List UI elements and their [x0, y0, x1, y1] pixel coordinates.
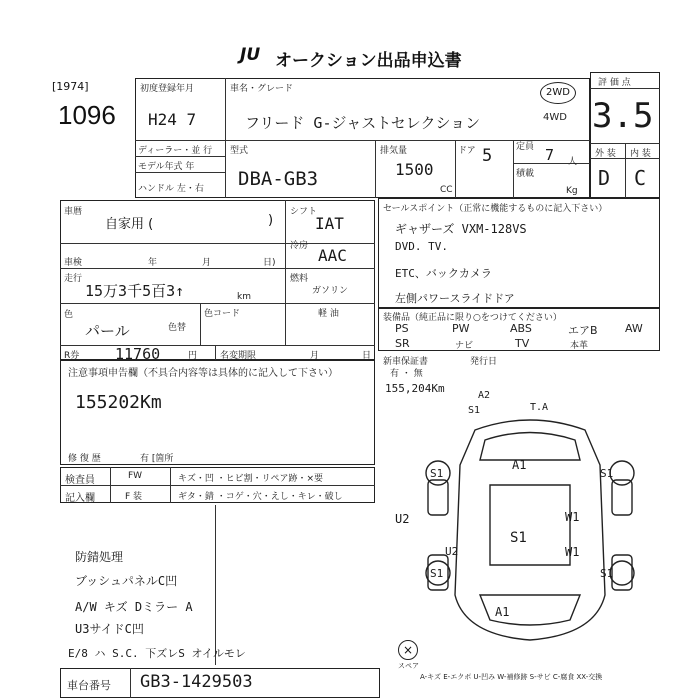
note-line-1: 防錆処理: [75, 550, 124, 564]
ref-code: [1974]: [52, 80, 89, 93]
equip-aw: AW: [625, 322, 643, 335]
mark-a1-top: A1: [512, 458, 527, 472]
r-label: R券: [64, 351, 80, 361]
mark-s1-fl: S1: [430, 467, 444, 480]
displacement-unit: CC: [440, 185, 453, 195]
drive-2wd-label: 2WD: [546, 87, 570, 98]
car-diagram: [400, 395, 660, 655]
logo: [240, 45, 260, 65]
mileage-unit: km: [237, 292, 251, 302]
equip-tv: TV: [515, 337, 530, 350]
doors-label: ドア: [458, 146, 476, 156]
inspection-year: 年: [148, 258, 158, 268]
equip-leather: 本革: [570, 341, 589, 351]
color-change-label: 色替: [168, 323, 187, 333]
r-unit: 円: [188, 351, 198, 361]
usage-label: 車暦: [64, 207, 83, 217]
sales-line-4: 左側パワースライドドア: [395, 292, 515, 305]
equip-ps: PS: [395, 322, 409, 335]
equip-airbag: エアB: [568, 324, 598, 337]
interior-value: C: [634, 166, 647, 190]
mileage-value: 15万3千5百3↑: [85, 282, 185, 300]
rating-score: 3.5: [592, 96, 654, 136]
inspector-label-1: 検査員: [65, 475, 95, 486]
equip-abs: ABS: [510, 322, 532, 335]
fuel-label: 燃料: [290, 274, 309, 284]
drive-4wd: 4WD: [543, 112, 567, 123]
chassis-value: GB3-1429503: [140, 672, 253, 692]
diagram-legend: A-キズ E-エクボ U-凹み W-補修跡 S-サビ C-腐食 XX-交換: [420, 673, 603, 681]
mark-u2-inner: U2: [445, 545, 459, 558]
form-title: オークション出品申込書: [275, 51, 462, 71]
exterior-label: 外 装: [595, 149, 616, 159]
mark-w1-right: W1: [565, 510, 580, 524]
mark-s1-rl: S1: [430, 567, 444, 580]
first-reg-value: H24 7: [148, 110, 197, 129]
exterior-value: D: [598, 166, 611, 190]
fuel-light: 軽 油: [318, 309, 339, 319]
shift-label: シフト: [290, 207, 318, 217]
vehicle-grid: [135, 78, 590, 198]
mileage-label: 走行: [64, 274, 83, 284]
warranty-options: 有 ・ 無: [390, 369, 423, 379]
mark-s1-center: S1: [510, 530, 527, 546]
spare-icon: ×: [398, 640, 418, 660]
note-line-4: U3サイドC凹: [75, 622, 144, 636]
repair-value: 有 [箇所: [140, 454, 174, 464]
mark-s1-top: S1: [468, 405, 481, 416]
name-grade-label: 車名・グレード: [230, 84, 294, 94]
usage-close: ): [268, 213, 274, 228]
mark-a1-bottom: A1: [495, 605, 510, 619]
interior-label: 内 装: [630, 149, 651, 159]
inspector-row-1: キズ・凹 ・ヒビ割・リペア跡・×要: [178, 474, 324, 484]
load-unit: Kg: [566, 186, 578, 196]
r-value: 11760: [115, 345, 161, 363]
note-line-2: ブッシュパネルC凹: [75, 574, 178, 588]
handle-label: ハンドル 左・右: [138, 184, 204, 194]
notes-label: 注意事項申告欄（不具合内容等は具体的に記入して下さい）: [68, 368, 338, 379]
equipment-label: 装備品（純正品に限り○をつけてください）: [383, 313, 562, 323]
mark-s1-rr: S1: [600, 567, 614, 580]
sales-line-2: DVD. TV.: [395, 240, 448, 253]
note-line-3: A/W キズ Dミラー A: [75, 600, 193, 614]
inspector-label-2: 記入欄: [65, 493, 95, 504]
inspector-row-2: ギタ・錆 ・コゲ・穴・えし・キレ・破し: [178, 492, 343, 502]
sales-line-1: ギャザーズ VXM-128VS: [395, 222, 527, 236]
displacement-label: 排気量: [380, 146, 408, 156]
warranty-label: 新車保証書: [383, 357, 429, 367]
color-value: パール: [85, 322, 130, 340]
reg-expiry-label: 名変期限: [220, 351, 257, 361]
capacity-unit: 人: [568, 157, 578, 167]
model-year-label: モデル年式 年: [138, 162, 195, 172]
diagram-top-note: 155,204Km: [385, 382, 445, 395]
inspection-day: 日): [263, 258, 276, 268]
inspection-label: 車検: [64, 258, 83, 268]
dealer-label: ディーラー・並 行: [138, 146, 213, 156]
color-code-label: 色コード: [204, 309, 241, 319]
note-side: E/8 ハ S.C. 下ズレS オイルモレ: [68, 647, 246, 660]
mark-w1-lower: W1: [565, 545, 580, 559]
reg-expiry-day: 日: [362, 351, 372, 361]
chassis-label: 車台番号: [67, 679, 111, 692]
rating-label: 評 価 点: [598, 78, 631, 88]
inspector-fuku: F 装: [125, 492, 143, 502]
warranty-date-label: 発行日: [470, 357, 498, 367]
capacity-label: 定員: [516, 142, 535, 152]
type-label: 型式: [230, 146, 249, 156]
equip-navi: ナビ: [455, 341, 474, 351]
mark-u2-left: U2: [395, 512, 410, 526]
usage-value: 自家用 (: [105, 217, 154, 232]
mark-ta: T.A: [530, 402, 549, 413]
type-value: DBA-GB3: [238, 168, 319, 190]
equip-pw: PW: [452, 322, 470, 335]
inspector-fw: FW: [128, 471, 143, 481]
doors-value: 5: [482, 146, 493, 166]
displacement-value: 1500: [395, 160, 434, 179]
reg-expiry-month: 月: [310, 351, 320, 361]
color-label: 色: [64, 310, 74, 320]
equip-sr: SR: [395, 337, 410, 350]
logo-text: JU: [240, 45, 261, 65]
inspection-month: 月: [202, 258, 212, 268]
fuel-gas: ガソリン: [312, 286, 349, 296]
name-grade-value: フリード G-ジャストセレクション: [245, 114, 481, 132]
mark-a2: A2: [478, 390, 491, 401]
load-label: 積載: [516, 169, 535, 179]
drive-2wd: [540, 82, 576, 104]
shift-value: IAT: [315, 214, 344, 233]
capacity-value: 7: [545, 146, 555, 164]
notes-value: 155202Km: [75, 392, 162, 413]
ac-value: AAC: [318, 246, 347, 265]
repair-label: 修 復 歴: [68, 454, 101, 464]
first-reg-label: 初度登録年月: [140, 84, 195, 94]
lot-number: 1096: [58, 100, 116, 130]
ac-label: 冷房: [290, 241, 309, 251]
mark-s1-fr: S1: [600, 467, 614, 480]
sales-line-3: ETC、バックカメラ: [395, 267, 492, 280]
sales-points-label: セールスポイント（正常に機能するものに記入下さい）: [383, 204, 608, 214]
spare-label: スペア: [398, 662, 419, 670]
